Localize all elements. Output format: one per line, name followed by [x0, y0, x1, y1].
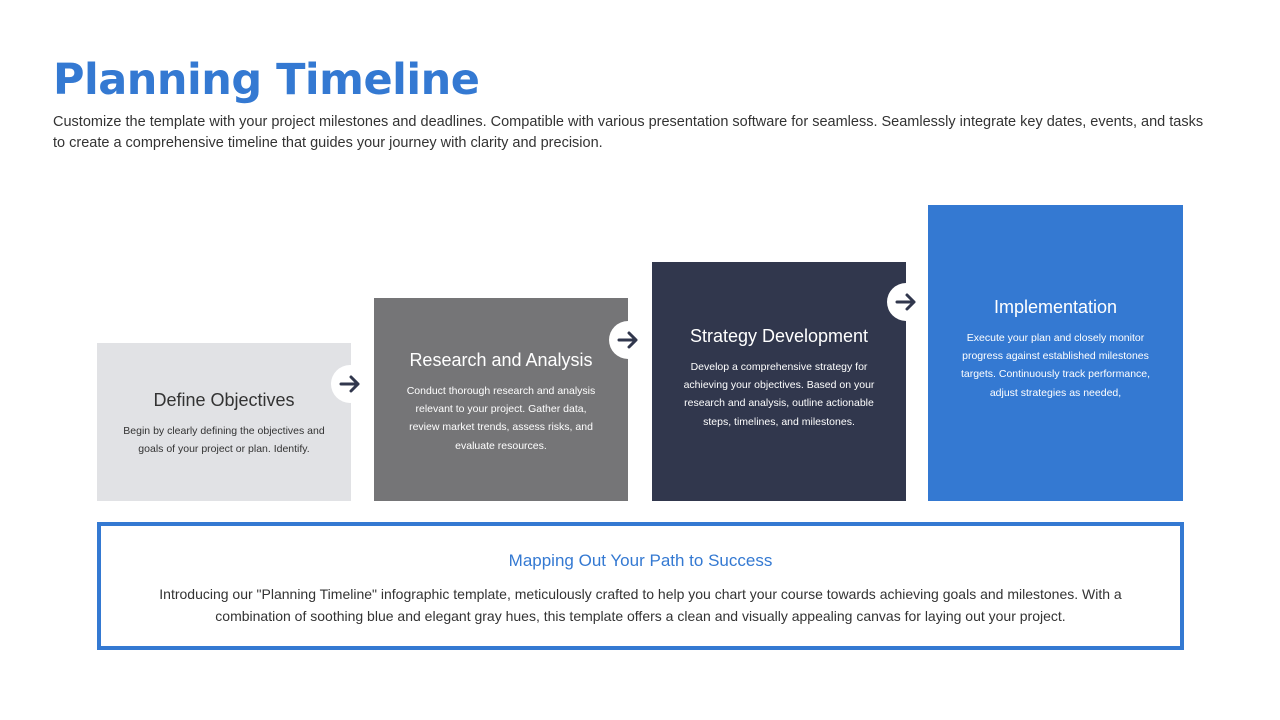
- step-description: Conduct thorough research and analysis relevant to your project. Gather data, review market trends, assess risks, and evaluate resources.: [406, 385, 596, 452]
- step-title: Implementation: [993, 297, 1118, 317]
- summary-box: [97, 522, 1184, 650]
- arrow-right-icon: [887, 283, 925, 321]
- step-title: Research and Analysis: [409, 350, 593, 370]
- summary-text: Introducing our "Planning Timeline" infographic template, meticulously crafted to help you chart your course towards achieving goals and milestones. With a combination of soothing blue and elegant gray hues, this template offers a clean and visually appealing canvas for laying out your project.: [159, 586, 1122, 624]
- arrow-right-icon: [609, 321, 647, 359]
- step-implementation: [928, 205, 1183, 501]
- step-title: Define Objectives: [153, 390, 295, 410]
- step-define-objectives: [97, 343, 351, 501]
- step-description: Execute your plan and closely monitor progress against established milestones targets. Continuously track performance, adjust strategies as needed,: [960, 332, 1151, 399]
- step-title: Strategy Development: [689, 326, 869, 346]
- step-strategy-development: [652, 262, 906, 501]
- step-research-and-analysis: [374, 298, 628, 501]
- summary-title: Mapping Out Your Path to Success: [508, 551, 773, 570]
- step-description: Develop a comprehensive strategy for achieving your objectives. Based on your research and analysis, outline actionable steps, timelines, and milestones.: [683, 361, 875, 428]
- page-title: Planning Timeline: [53, 55, 480, 105]
- step-description: Begin by clearly defining the objectives and goals of your project or plan. Identify.: [123, 425, 325, 456]
- arrow-right-icon: [331, 365, 369, 403]
- page-subtitle: Customize the template with your project milestones and deadlines. Compatible with various presentation software for seamless. Seamlessly integrate key dates, events, and tasks to create a comprehensive timeline that guides your journey with clarity and precision.: [53, 114, 1204, 151]
